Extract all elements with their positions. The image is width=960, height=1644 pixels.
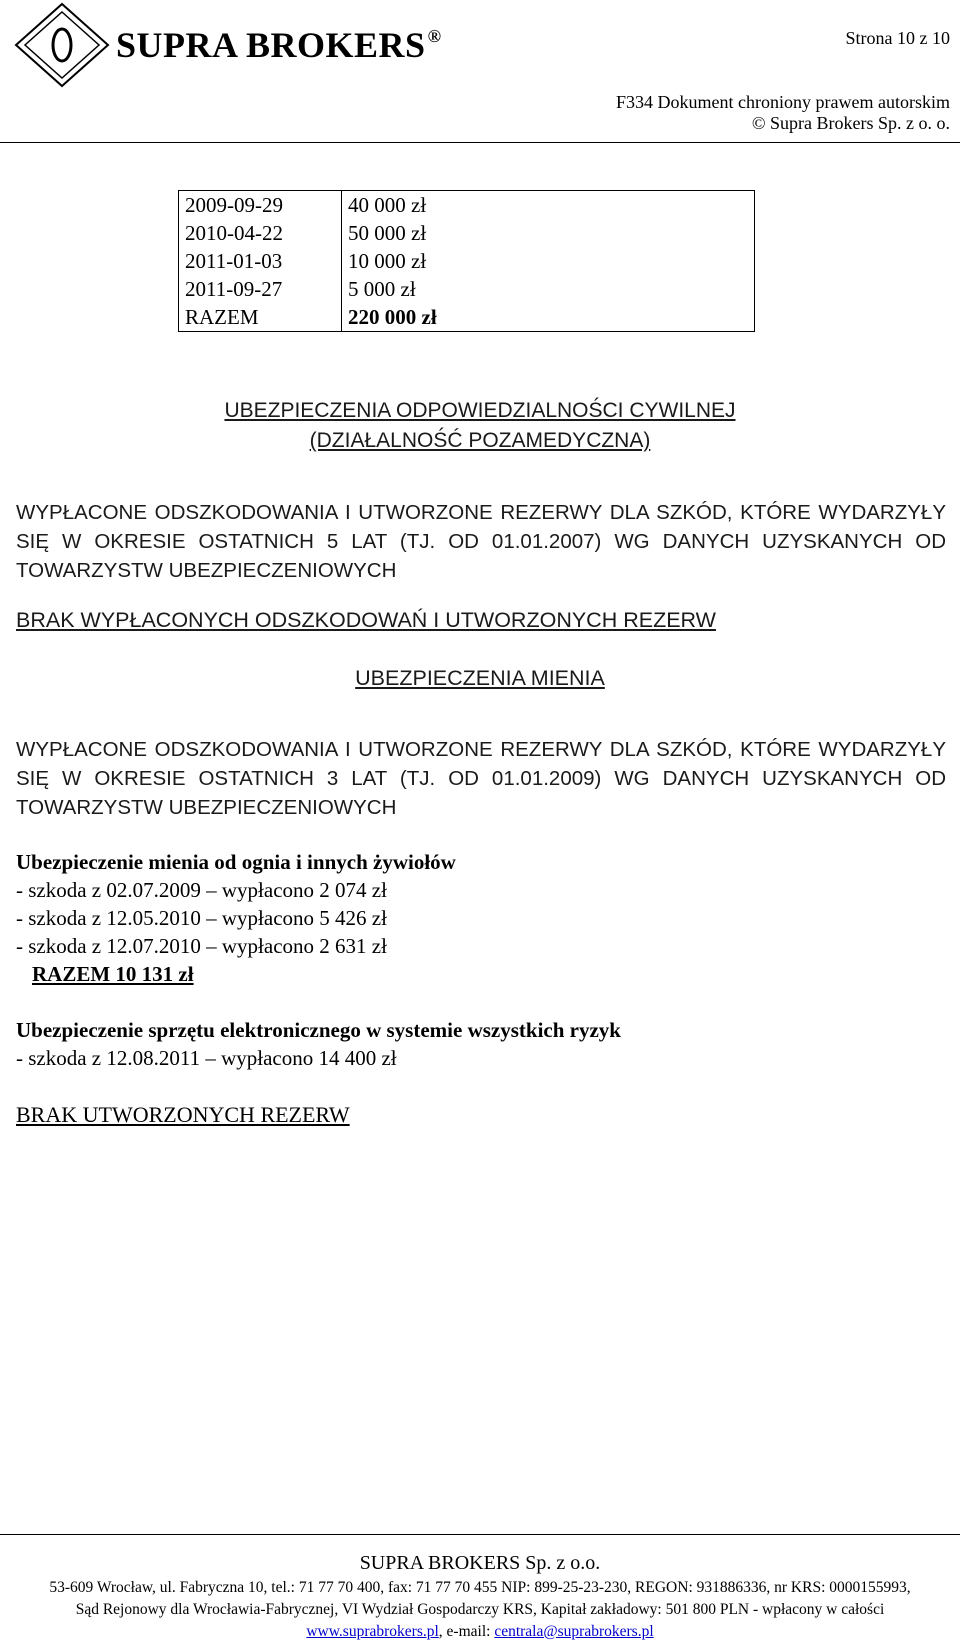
brand-name: SUPRA BROKERS ®	[116, 25, 442, 65]
footer-court: Sąd Rejonowy dla Wrocławia-Fabrycznej, VI Wydział Gospodarczy KRS, Kapitał zakładowy: 501 800 PLN - wpłacony w całości	[75, 1601, 885, 1618]
document-title: F334 Dokument chroniony prawem autorskim	[616, 92, 950, 112]
list-item: - szkoda z 02.07.2009 – wypłacono 2 074 zł	[16, 878, 387, 902]
amount-cell: 5 000 zł	[342, 275, 755, 303]
list-item: - szkoda z 12.08.2011 – wypłacono 14 400 zł	[16, 1046, 397, 1070]
table-row	[179, 219, 755, 247]
heading-line: (DZIAŁALNOŚĆ POZAMEDYCZNA)	[309, 429, 651, 452]
electronics-insurance-title: Ubezpieczenie sprzętu elektronicznego w systemie wszystkich ryzyk	[16, 1018, 621, 1042]
no-claims-notice: BRAK WYPŁACONYCH ODSZKODOWAŃ I UTWORZONYCH REZERW	[16, 608, 716, 632]
footer-address: 53-609 Wrocław, ul. Fabryczna 10, tel.: 71 77 70 400, fax: 71 77 70 455 NIP: 899-25-23-230, REGON: 931886336, nr KRS: 0000155993,	[49, 1579, 911, 1596]
total-amount: 220 000 zł	[342, 303, 755, 332]
section-heading-property: UBEZPIECZENIA MIENIA	[355, 666, 605, 690]
page-number: Strona 10 z 10	[845, 28, 950, 48]
fire-insurance-block	[16, 848, 456, 988]
total-label: RAZEM	[179, 303, 342, 332]
website-link[interactable]: www.suprabrokers.pl	[306, 1623, 439, 1640]
email-link[interactable]: centrala@suprabrokers.pl	[494, 1623, 654, 1640]
copyright-notice: © Supra Brokers Sp. z o. o.	[751, 113, 950, 133]
date-cell: 2011-01-03	[179, 247, 342, 275]
table-total-row	[179, 303, 755, 332]
list-item: - szkoda z 12.05.2010 – wypłacono 5 426 zł	[16, 906, 387, 930]
table-row	[179, 247, 755, 275]
no-reserves-notice: BRAK UTWORZONYCH REZERW	[16, 1102, 350, 1127]
document-info	[616, 92, 950, 134]
date-cell: 2009-09-29	[179, 191, 342, 220]
fire-insurance-title: Ubezpieczenie mienia od ognia i innych żywiołów	[16, 850, 456, 874]
registered-mark: ®	[427, 26, 442, 46]
electronics-insurance-block	[16, 1016, 621, 1072]
logo-icon	[14, 2, 110, 88]
payments-table	[178, 190, 755, 332]
date-cell: 2011-09-27	[179, 275, 342, 303]
footer-divider	[0, 1534, 960, 1535]
amount-cell: 50 000 zł	[342, 219, 755, 247]
amount-cell: 40 000 zł	[342, 191, 755, 220]
date-cell: 2010-04-22	[179, 219, 342, 247]
brand-logo	[14, 2, 454, 88]
table-row	[179, 275, 755, 303]
footer-contacts	[0, 1622, 960, 1642]
property-paragraph: WYPŁACONE ODSZKODOWANIA I UTWORZONE REZERWY DLA SZKÓD, KTÓRE WYDARZYŁY SIĘ W OKRESIE OSTATNICH 3 LAT (TJ. OD 01.01.2009) WG DANYCH UZYSKANYCH OD TOWARZYSTW UBEZPIECZENIOWYCH	[16, 738, 946, 819]
table-row	[179, 191, 755, 220]
fire-insurance-total: RAZEM 10 131 zł	[32, 962, 194, 986]
footer-company: SUPRA BROKERS Sp. z o.o.	[359, 1552, 601, 1574]
list-item: - szkoda z 12.07.2010 – wypłacono 2 631 zł	[16, 934, 387, 958]
section-heading-liability	[0, 396, 960, 456]
amount-cell: 10 000 zł	[342, 247, 755, 275]
liability-paragraph: WYPŁACONE ODSZKODOWANIA I UTWORZONE REZERWY DLA SZKÓD, KTÓRE WYDARZYŁY SIĘ W OKRESIE OSTATNICH 5 LAT (TJ. OD 01.01.2007) WG DANYCH UZYSKANYCH OD TOWARZYSTW UBEZPIECZENIOWYCH	[16, 501, 946, 582]
email-label: , e-mail:	[438, 1623, 495, 1640]
heading-line: UBEZPIECZENIA ODPOWIEDZIALNOŚCI CYWILNEJ	[224, 399, 736, 422]
header-divider	[0, 142, 960, 143]
